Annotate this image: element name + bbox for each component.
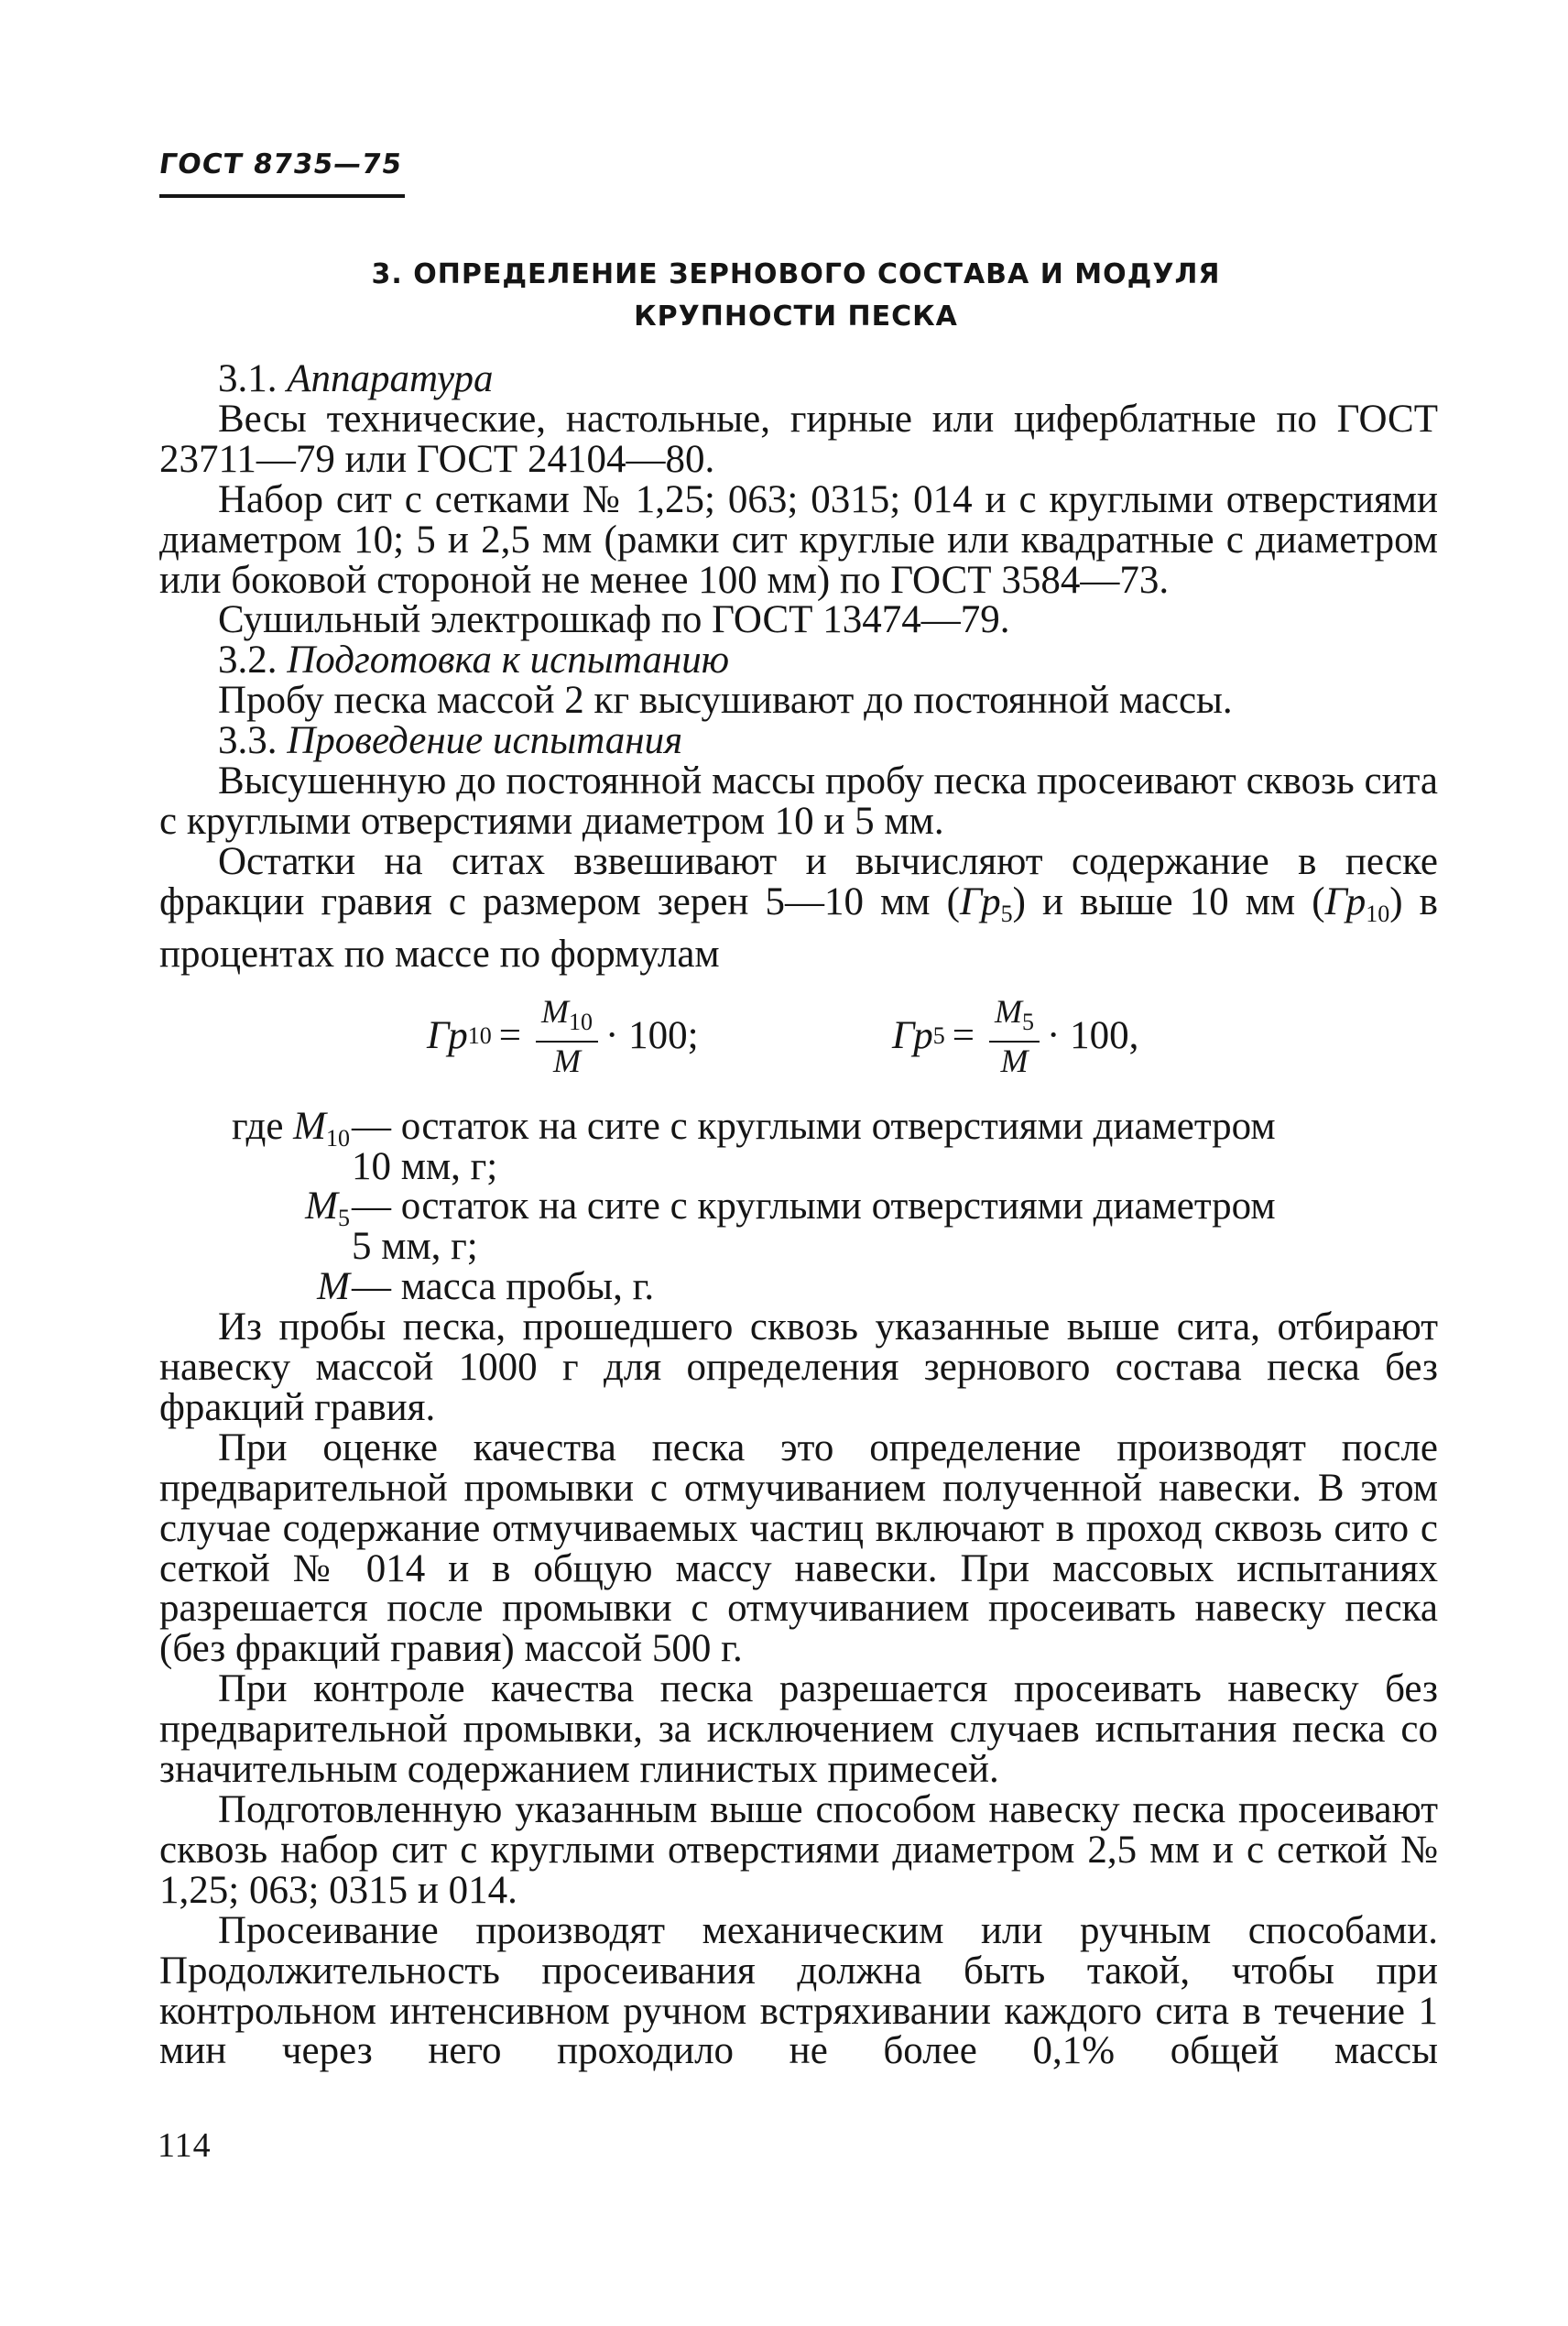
page-number: 114 bbox=[158, 2126, 212, 2165]
paragraph: Высушенную до постоянной массы пробу песка просеивают сквозь сита с круглыми отверстиями диаметром 10 и 5 мм. bbox=[159, 759, 1438, 843]
body-text bbox=[159, 359, 1438, 2071]
paragraph: При оценке качества песка это определение производят после предварительной промывки с отмучиванием полученной навески. В этом случае содержание отмучиваемых частиц включают в проход сквозь сито с сеткой № 014 и в общую массу навески. При массовых испытаниях разрешается после промывки с отмучиванием просеивать навеску песка (без фракций гравия) массой 500 г. bbox=[159, 1425, 1438, 1671]
standard-code: ГОСТ 8735—75 bbox=[157, 148, 405, 180]
section-title-line1: 3. ОПРЕДЕЛЕНИЕ ЗЕРНОВОГО СОСТАВА И МОДУЛЯ bbox=[371, 258, 1221, 290]
subsection-heading-3-2: 3.2. Подготовка к испытанию bbox=[218, 639, 730, 683]
legend-item-m5: $M_5$ — остаток на сите с круглыми отверстиями диаметром 5 мм, г; bbox=[305, 1185, 1276, 1269]
paragraph: Набор сит с сетками № 1,25; 063; 0315; 014 и с круглыми отверстиями диаметром 10; 5 и 2,5 мм (рамки сит круглые или квадратные с диаметром или боковой стороной не менее 100 мм) по ГОСТ 3584—73. bbox=[159, 477, 1438, 602]
paragraph: Остатки на ситах взвешивают и вычисляют содержание в песке фракции гравия с размером зерен 5—10 мм $(Гр_5)$ и выше 10 мм $(Гр_{10})$ в процентах по массе по формулам bbox=[159, 839, 1438, 976]
paragraph: Просеивание производят механическим или ручным способами. Продолжительность просеивания должна быть такой, чтобы при контрольном интенсивном ручном встряхивании каждого сита в течение 1 мин через него проходило не более 0,1% общей массы bbox=[159, 1908, 1438, 2073]
fraction: $\frac{M_{10}}{M}$ bbox=[536, 993, 598, 1079]
paragraph: Весы технические, настольные, гирные или циферблатные по ГОСТ 23711—79 или ГОСТ 24104—80. bbox=[159, 397, 1438, 481]
header-underline bbox=[159, 194, 405, 198]
paragraph: При контроле качества песка разрешается просеивать навеску без предварительной промывки, за исключением случаев испытания песка со значительным содержанием глинистых примесей. bbox=[159, 1667, 1438, 1792]
paragraph: Пробу песка массой 2 кг высушивают до постоянной массы. bbox=[218, 679, 1233, 723]
formula-gr10: Гр 10 = $\frac{M_{10}}{M}$ · 100; bbox=[427, 992, 699, 1079]
subsection-heading-3-3: 3.3. Проведение испытания bbox=[218, 719, 683, 763]
subsection-heading-3-1: 3.1. Аппаратура bbox=[218, 357, 494, 400]
legend-item-m10: где $M_{10}$ — остаток на сите с круглыми отверстиями диаметром 10 мм, г; bbox=[231, 1104, 1276, 1188]
paragraph: Сушильный электрошкаф по ГОСТ 13474—79. bbox=[218, 598, 1010, 642]
formula-block bbox=[159, 975, 1438, 1107]
formula-gr5: Гр 5 = $\frac{M_5}{M}$ · 100, bbox=[892, 992, 1139, 1079]
section-title-line2: КРУПНОСТИ ПЕСКА bbox=[634, 300, 958, 333]
fraction: $\frac{M_5}{M}$ bbox=[989, 993, 1040, 1079]
paragraph: Из пробы песка, прошедшего сквозь указанные выше сита, отбирают навеску массой 1000 г для определения зернового состава песка без фракций гравия. bbox=[159, 1305, 1438, 1429]
legend-item-m: M — масса пробы, г. bbox=[317, 1265, 655, 1309]
paragraph: Подготовленную указанным выше способом навеску песка просеивают сквозь набор сит с круглыми отверстиями диаметром 2,5 мм и с сеткой № 1,25; 063; 0315 и 014. bbox=[159, 1788, 1438, 1912]
